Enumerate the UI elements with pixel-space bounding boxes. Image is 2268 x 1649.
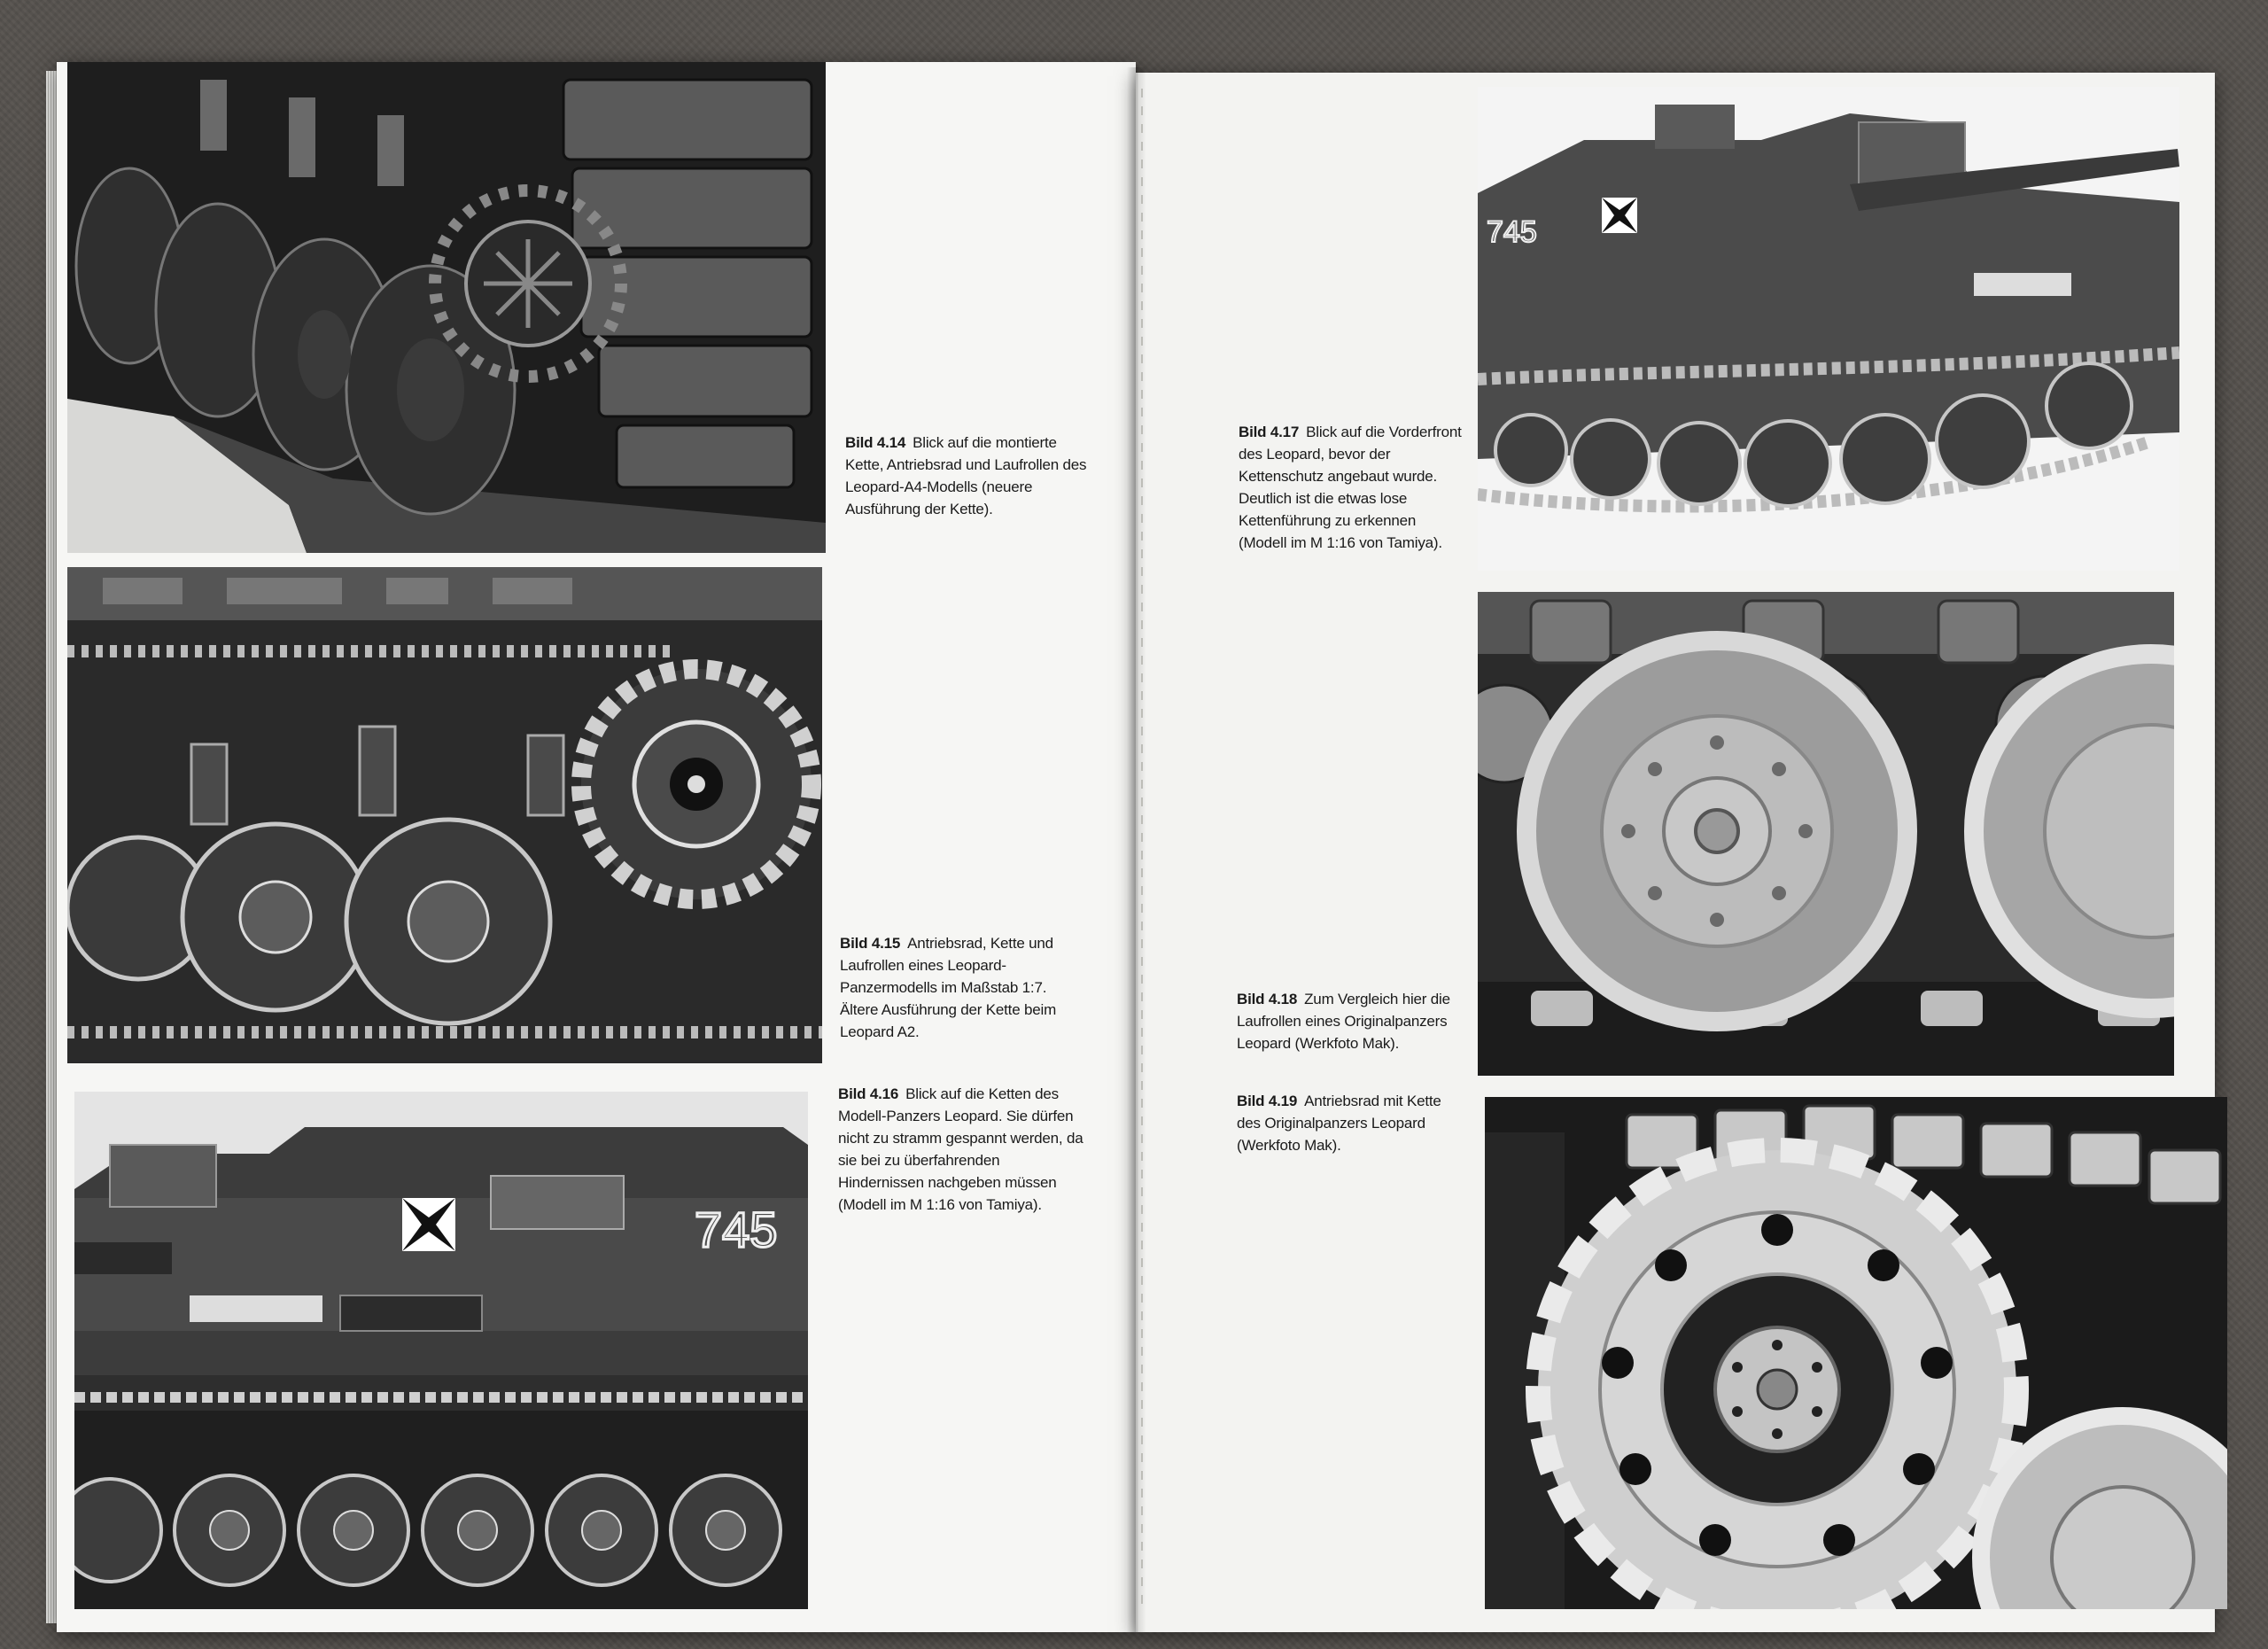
- caption-text: Blick auf die Ketten des Modell-Panzers Leopard. Sie dürfen nicht zu stramm gespannt werden, da sie bei zu überfahrenden Hindernissen nachgeben müssen (Modell im M 1:16 von Tamiya).: [838, 1085, 1084, 1213]
- photo-4-14-track-close-up: [67, 62, 826, 553]
- photo-4-18-original-road-wheels: [1478, 592, 2174, 1076]
- caption-text: Blick auf die montierte Kette, Antriebsrad und Laufrollen des Leopard-A4-Modells (neuere Ausführung der Kette).: [845, 434, 1087, 517]
- binding-stitches: [1141, 89, 1143, 1613]
- caption-text: Zum Vergleich hier die Laufrollen eines Originalpanzers Leopard (Werkfoto Mak).: [1237, 991, 1450, 1052]
- book-spine-shadow: [1127, 67, 1146, 1632]
- caption-number: Bild 4.16: [838, 1085, 899, 1102]
- caption-bild-4-16: [838, 1083, 1086, 1216]
- caption-number: Bild 4.19: [1237, 1093, 1298, 1109]
- photo-4-15-sprocket-and-track: [67, 567, 822, 1063]
- caption-text: Blick auf die Vorderfront des Leopard, bevor der Kettenschutz angebaut wurde. Deutlich ist die etwas lose Kettenführung zu erkennen (Modell im M 1:16 von Tamiya).: [1239, 424, 1462, 551]
- caption-bild-4-14: [845, 432, 1093, 520]
- photo-4-17-model-tank-front: [1478, 87, 2179, 571]
- caption-bild-4-15: [840, 932, 1088, 1043]
- caption-number: Bild 4.17: [1239, 424, 1300, 440]
- caption-bild-4-18: [1237, 988, 1465, 1054]
- hull-number-745: 745: [695, 1202, 778, 1257]
- photo-4-16-model-tank-side: [74, 1092, 808, 1609]
- caption-number: Bild 4.18: [1237, 991, 1298, 1007]
- caption-text: Antriebsrad, Kette und Laufrollen eines Leopard-Panzermodells im Maßstab 1:7. Ältere Ausführung der Kette beim Leopard A2.: [840, 935, 1057, 1040]
- caption-number: Bild 4.14: [845, 434, 906, 451]
- photo-4-19-original-drive-sprocket: [1485, 1097, 2227, 1609]
- caption-text: Antriebsrad mit Kette des Originalpanzers Leopard (Werkfoto Mak).: [1237, 1093, 1441, 1154]
- caption-number: Bild 4.15: [840, 935, 901, 952]
- caption-bild-4-17: [1239, 421, 1465, 554]
- caption-bild-4-19: [1237, 1090, 1465, 1156]
- hull-number-745: 745: [1487, 215, 1537, 249]
